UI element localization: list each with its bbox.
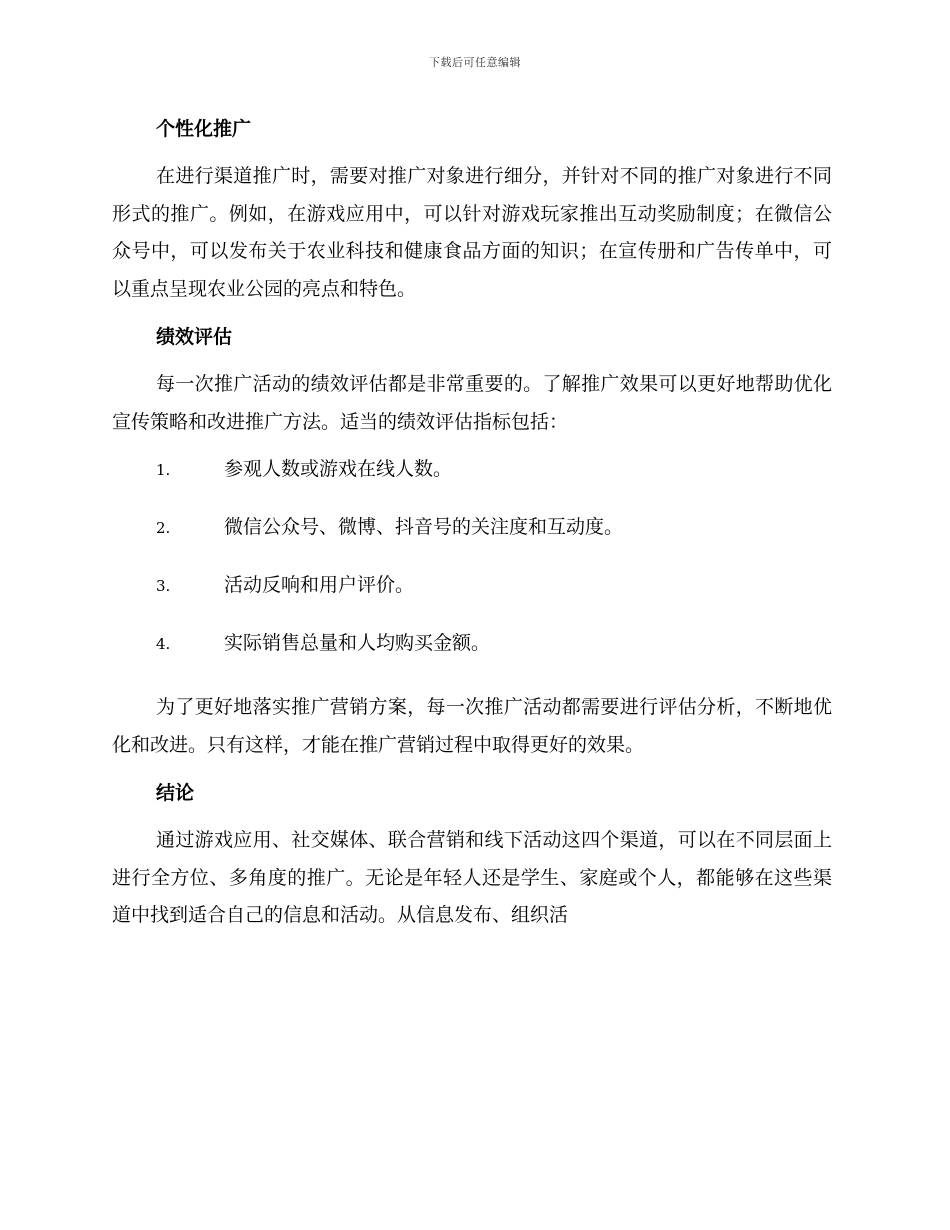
section-heading-personalized: 个性化推广 [156,118,252,140]
list-item [112,507,832,565]
list-item [112,449,832,507]
list-item [112,565,832,623]
paragraph-evaluation-closing: 为了更好地落实推广营销方案，每一次推广活动都需要进行评估分析，不断地优化和改进。只有这样，才能在推广营销过程中取得更好的效果。 [112,696,832,756]
list-item-number: 3. [156,577,171,595]
list-item-number: 4. [156,635,171,653]
list-item-text: 微信公众号、微博、抖音号的关注度和互动度。 [224,516,624,538]
list-item-text: 实际销售总量和人均购买金额。 [224,632,491,654]
list-item-text: 活动反响和用户评价。 [224,574,415,596]
paragraph-evaluation-intro: 每一次推广活动的绩效评估都是非常重要的。了解推广效果可以更好地帮助优化宣传策略和改进推广方法。适当的绩效评估指标包括： [112,373,832,433]
list-item-text: 参观人数或游戏在线人数。 [224,458,453,480]
evaluation-metrics-list [112,449,832,681]
paragraph-conclusion: 通过游戏应用、社交媒体、联合营销和线下活动这四个渠道，可以在不同层面上进行全方位、多角度的推广。无论是年轻人还是学生、家庭或个人，都能够在这些渠道中找到适合自己的信息和活动。从信息发布、组织活 [112,829,832,926]
paragraph-personalized: 在进行渠道推广时，需要对推广对象进行细分，并针对不同的推广对象进行不同形式的推广。例如，在游戏应用中，可以针对游戏玩家推出互动奖励制度；在微信公众号中，可以发布关于农业科技和健康食品方面的知识；在宣传册和广告传单中，可以重点呈现农业公园的亮点和特色。 [112,165,832,300]
section-heading-evaluation: 绩效评估 [156,326,233,348]
document-body [112,108,832,943]
page-header: 下载后可任意编辑 [429,56,521,69]
list-item-number: 1. [156,461,171,479]
list-item-number: 2. [156,519,171,537]
section-heading-conclusion: 结论 [156,782,195,804]
list-item [112,623,832,681]
